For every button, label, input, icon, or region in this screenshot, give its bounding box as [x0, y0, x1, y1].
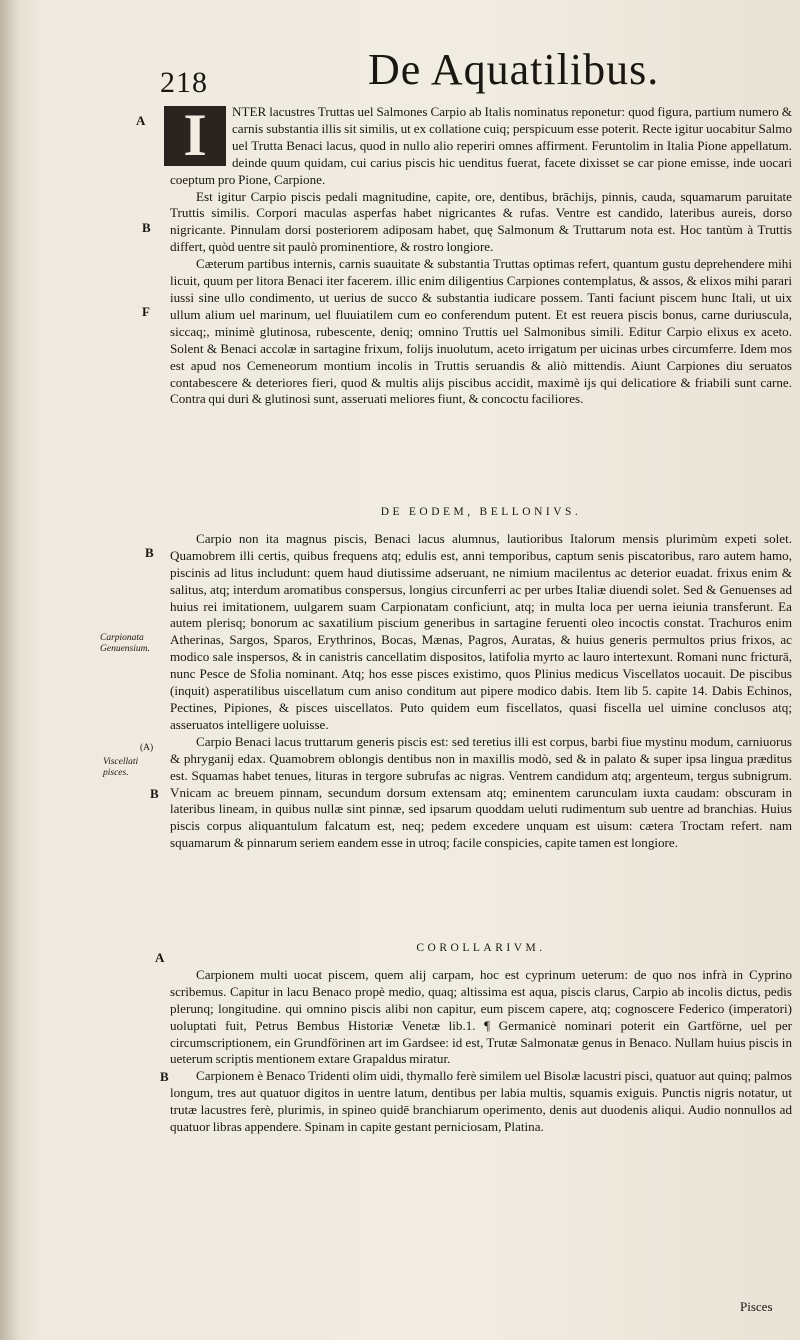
section-main-text	[170, 104, 792, 408]
decorated-initial	[164, 102, 226, 168]
paragraph: Carpio non ita magnus piscis, Benaci lacus alumnus, lautioribus Italorum mensis plurimùm expeti solet. Quamobrem illi certis, quibus frequens atq; edulis est, anni temporibus, captum senis piscatoribus, raro autem hamo, piscinis ad litus includunt: quem haud diutissime adseruant, ne nimium macilentus ac deterior euadat. frixus enim & salitus, atq; interdum aromatibus conspersus, longius circunferri ac per urbes Italiæ diuendi solet. Sed & Genuenses ad huius rei imitationem, uulgarem suam Carpionatam conficiunt, atq; in multa loca per uerna ieiunia transferunt. Ea autem plerisq; bonorum ac saxatilium piscium generibus in sartagine feruenti oleo incoctis constat. Trachuros enim Atherinas, Sargos, Sparos, Erythrinos, Bocas, Mænas, Pagros, Auratas, & huius generis permultos prius frixos, ac modico sale inspersos, & in canistris cancellatim dispositos, latifolia myrto ac lauro intertexunt. Romani nunc fricturā, nunc Pesce de Sfolia nominant. Atq; hos esse pisces existimo, quos Plinius medicus Viscellatos uocauit. De piscibus (inquit) asperatilibus uiscellatum cum aniso conditum aut pipere modico dabis. Item lib 5. capite 14. Dabis Echinos, Pectines, Pipiones, & pisces uiscellatos. Puto quidem eum fiscellatos, quasi fiscella uel uimine conclusos atq; asseruatos intelligere uoluisse.	[170, 530, 792, 732]
initial-letter: I	[183, 102, 207, 168]
margin-note: Viscellati pisces.	[103, 757, 139, 778]
catchword: Pisces	[740, 1299, 773, 1314]
binding-gutter	[0, 0, 18, 1340]
margin-letter-b: B	[145, 545, 154, 560]
section-bellonius	[170, 504, 792, 852]
section-corollarium	[170, 940, 792, 1136]
margin-letter-a: A	[136, 113, 146, 128]
paragraph: Est igitur Carpio piscis pedali magnitudine, capite, ore, dentibus, brāchijs, pinnis, cauda, squamarum paruitate Truttis similis. Corpori maculas asperfas habet nigricantes & rufas. Ventre est candido, lateribus aureis, dorso nigricante. Pinnulam dorsi posteriorem adiposam habet, quę Salmonum & Truttarum nota est. Hoc tantùm à Truttis differt, quòd uentre sit paulò prominentiore, & rostro longiore.	[170, 188, 792, 255]
margin-letter-f: F	[142, 304, 150, 319]
margin-letter-b: B	[142, 220, 151, 235]
margin-letter-b: B	[160, 1069, 169, 1084]
section-heading: COROLLARIVM.	[416, 942, 546, 954]
paragraph: Carpionem multi uocat piscem, quem alij carpam, hoc est cyprinum ueterum: de quo nos infrà in Cyprino scribemus. Capitur in lacu Benaco propè medio, quaq; altissima est aqua, piscis clarus, Carpio ab incolis dictus, pedis plerunq; longitudine. qui omnino piscis alibi non capitur, eum piscem capere, atq; cognoscere Federico (imperatori) uoluptati fuit, Petrus Bembus Historiæ Venetæ lib.1. ¶ Germanicè nominari poterit ein Gartförne, uel per circumscriptionem, ein Grundförinen art im Gardsee: id est, Trutæ Salmonatæ genus in Benaco. Nullam huius piscis in ueterum scriptis mentionem extare Grapaldus miratur.	[170, 966, 792, 1067]
section-heading: DE EODEM, BELLONIVS.	[380, 506, 582, 518]
margin-note: Carpionata Genuensium.	[100, 633, 150, 654]
margin-letter-b: B	[150, 786, 159, 801]
margin-note-marker: (A)	[140, 743, 154, 753]
paragraph: Carpio Benaci lacus truttarum generis piscis est: sed teretius illi est corpus, barbi fiue mystinu modum, carniuorus & phryganij edax. Quamobrem oblongis dentibus non in maxillis modò, sed & in palato & super ipsa lingua præditus est. Squamas habet tenues, lituras in tergore subrufas ac nigras. Ventrem candidum atq; argenteum, tergus subnigrum. Vnicam ac breuem pinnam, secundum dorsum extensam atq; eminentem carunculam iuxta caudam: obscuram in lateribus lineam, in quibus nullæ sint pinnæ, sed ipsarum quoddam ueluti rudimentum sub uentre ad branchias. Huius piscis corpus aliquantulum falcatum est, neq; pedem excedere unquam est uisum: cætera Troctam refert. nam squamarum & pinnarum seriem eandem esse in utroq; facile conspicies, capite tamen est longiore.	[170, 733, 792, 851]
paragraph: Carpionem è Benaco Tridenti olim uidi, thymallo ferè similem uel Bisolæ lacustri pisci, quatuor aut quinq; palmos longum, tres aut quatuor digitos in uentre latum, dentibus per labia multis, squamis exiguis. Punctis nigris notatur, ut trutæ lacustres ferè, plurimis, in spineo quidē branchiarum operimento, denis aut duodenis aliqui. Audio nonnullos ad quatuor libras appendere. Spinam in capite gestant perniciosam, Platina.	[170, 1068, 792, 1135]
running-head: De Aquatilibus.	[368, 45, 660, 94]
paragraph: Cæterum partibus internis, carnis suauitate & substantia Truttas optimas refert, quantum gustu deprehendere mihi licuit, quum per litora Benaci iter facerem. illic enim diligentius Carpiones contemplatus, & assos, & elixos mihi parari iussi sine ullo condimento, ut uerius de succo & substantia iudicare possem. Tanti faciunt piscem hunc Itali, ut uix ullum alium uel marinum, uel fluuiatilem cum eo conferendum putent. Et est reuera piscis bonus, carne duriuscula, siccaq;, minimè glutinosa, rubescente, deniq; omnino Truttis uel Salmonibus simili. Editur Carpio elixus ex aceto. Solent & Benaci accolæ in sartagine frixum, folijs inuolutum, aceto irrigatum per uicinas urbes circumferre. Idem mos est apud nos Cemeneorum montium incolis in Truttis seruandis & aliò mittendis. Aiunt Carpiones diu seruatos contabescere & deteriores fieri, quod & multis alijs piscibus accidit, maximè ijs qui delicatiore & friabili sunt carne. Contra qui duri & glutinosi sunt, asseruati meliores fiunt, & concoctu faciliores.	[170, 256, 792, 407]
margin-letter-a: A	[155, 950, 165, 965]
page-number: 218	[160, 66, 208, 99]
paragraph: NTER lacustres Truttas uel Salmones Carpio ab Italis nominatus reponetur: quod figura, partium numero & carnis substantia illis sit similis, ut ex collatione cuiq; perspicuum esse poterit. Recte igitur uocabitur Salmo uel Trutta Benaci lacus, quod in nullo alio reperiri omnes affirment. Feruntolim in Italia Pione appellatum. deinde quum quidam, cui carius piscis hic uenditus fuerat, facete dixisset se car pione emisse, inde uocari coeptum pro Pione, Carpione.	[170, 104, 792, 187]
